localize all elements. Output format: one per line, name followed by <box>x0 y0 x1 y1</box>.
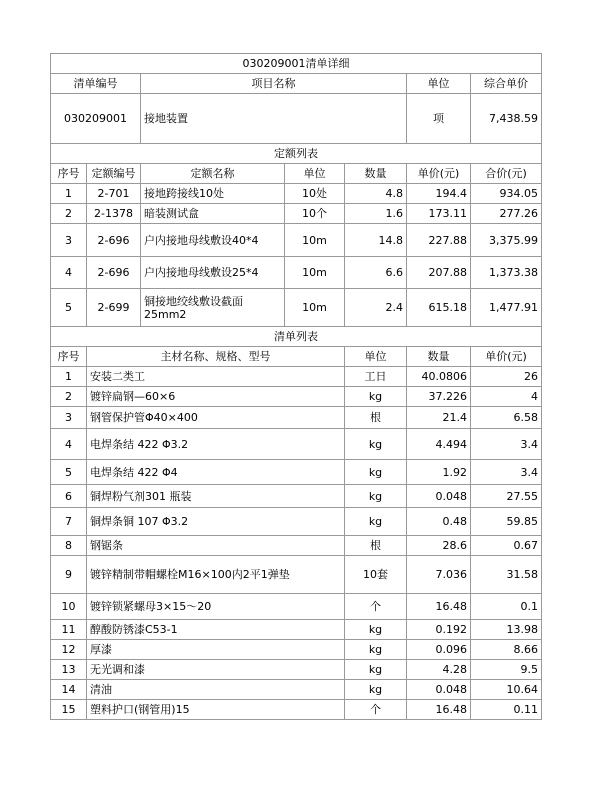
materials-row <box>51 387 542 407</box>
materials-cell: 31.58 <box>471 556 542 594</box>
quota-cell: 2 <box>51 204 87 224</box>
materials-cell: 10 <box>51 594 87 620</box>
materials-row <box>51 620 542 640</box>
materials-cell: 14 <box>51 680 87 700</box>
materials-col-header: 序号 <box>51 347 87 367</box>
quota-col-header: 数量 <box>345 164 407 184</box>
materials-row <box>51 680 542 700</box>
materials-row <box>51 536 542 556</box>
materials-cell: 0.48 <box>407 508 471 536</box>
materials-cell: 3.4 <box>471 460 542 485</box>
materials-cell: 10.64 <box>471 680 542 700</box>
quota-cell: 2-696 <box>87 257 141 289</box>
materials-cell: 根 <box>345 536 407 556</box>
quota-header-row <box>51 164 542 184</box>
materials-row <box>51 485 542 508</box>
materials-cell: 厚漆 <box>87 640 345 660</box>
quota-cell: 1,373.38 <box>471 257 542 289</box>
materials-cell: 26 <box>471 367 542 387</box>
materials-cell: 钢锯条 <box>87 536 345 556</box>
materials-cell: 12 <box>51 640 87 660</box>
quota-cell: 10m <box>285 224 345 257</box>
quota-cell: 3 <box>51 224 87 257</box>
quota-cell: 207.88 <box>407 257 471 289</box>
materials-cell: 0.192 <box>407 620 471 640</box>
materials-cell: 4 <box>51 429 87 460</box>
materials-cell: 59.85 <box>471 508 542 536</box>
materials-cell: 16.48 <box>407 594 471 620</box>
quota-cell: 1.6 <box>345 204 407 224</box>
materials-cell: 铜焊粉气剂301 瓶装 <box>87 485 345 508</box>
quota-row <box>51 257 542 289</box>
quota-cell: 暗装测试盒 <box>141 204 285 224</box>
quota-cell: 10处 <box>285 184 345 204</box>
quota-cell: 3,375.99 <box>471 224 542 257</box>
materials-cell: 个 <box>345 700 407 720</box>
quota-cell: 铜接地绞线敷设截面25mm2 <box>141 289 285 327</box>
materials-cell: 0.1 <box>471 594 542 620</box>
materials-cell: 13.98 <box>471 620 542 640</box>
header-unit-label: 单位 <box>407 74 471 94</box>
quota-cell: 4.8 <box>345 184 407 204</box>
quota-cell: 6.6 <box>345 257 407 289</box>
quota-cell: 2.4 <box>345 289 407 327</box>
materials-cell: kg <box>345 429 407 460</box>
materials-cell: 2 <box>51 387 87 407</box>
quota-col-header: 合价(元) <box>471 164 542 184</box>
quota-cell: 1,477.91 <box>471 289 542 327</box>
materials-cell: 4.28 <box>407 660 471 680</box>
materials-cell: 7.036 <box>407 556 471 594</box>
materials-cell: 电焊条结 422 Φ4 <box>87 460 345 485</box>
materials-cell: 1 <box>51 367 87 387</box>
quota-cell: 615.18 <box>407 289 471 327</box>
materials-cell: 安装二类工 <box>87 367 345 387</box>
quota-cell: 14.8 <box>345 224 407 257</box>
materials-cell: 电焊条结 422 Φ3.2 <box>87 429 345 460</box>
materials-col-header: 数量 <box>407 347 471 367</box>
quota-col-header: 定额名称 <box>141 164 285 184</box>
materials-cell: 10套 <box>345 556 407 594</box>
quota-cell: 2-699 <box>87 289 141 327</box>
quota-cell: 接地跨接线10处 <box>141 184 285 204</box>
materials-cell: kg <box>345 485 407 508</box>
materials-cell: 镀锌锁紧螺母3×15～20 <box>87 594 345 620</box>
materials-row <box>51 660 542 680</box>
materials-col-header: 单位 <box>345 347 407 367</box>
header-price-label: 综合单价 <box>471 74 542 94</box>
materials-cell: 根 <box>345 407 407 429</box>
materials-cell: 8.66 <box>471 640 542 660</box>
materials-cell: 5 <box>51 460 87 485</box>
materials-row <box>51 640 542 660</box>
bill-name: 接地装置 <box>141 94 407 144</box>
materials-cell: 3 <box>51 407 87 429</box>
materials-cell: 1.92 <box>407 460 471 485</box>
materials-row <box>51 700 542 720</box>
materials-row <box>51 460 542 485</box>
materials-cell: 16.48 <box>407 700 471 720</box>
quota-cell: 10m <box>285 289 345 327</box>
materials-cell: 37.226 <box>407 387 471 407</box>
materials-cell: kg <box>345 640 407 660</box>
materials-row <box>51 594 542 620</box>
materials-cell: 4.494 <box>407 429 471 460</box>
materials-cell: 15 <box>51 700 87 720</box>
materials-cell: kg <box>345 660 407 680</box>
materials-row <box>51 407 542 429</box>
quota-cell: 194.4 <box>407 184 471 204</box>
materials-cell: 0.048 <box>407 680 471 700</box>
quota-cell: 277.26 <box>471 204 542 224</box>
materials-cell: 0.67 <box>471 536 542 556</box>
quota-col-header: 单价(元) <box>407 164 471 184</box>
materials-cell: 镀锌精制带帽螺栓M16×100内2平1弹垫 <box>87 556 345 594</box>
materials-cell: 11 <box>51 620 87 640</box>
materials-row <box>51 556 542 594</box>
quota-cell: 1 <box>51 184 87 204</box>
materials-cell: 13 <box>51 660 87 680</box>
bill-title: 030209001清单详细 <box>51 54 542 74</box>
materials-cell: 28.6 <box>407 536 471 556</box>
quota-row <box>51 224 542 257</box>
bill-code: 030209001 <box>51 94 141 144</box>
quota-cell: 户内接地母线敷设40*4 <box>141 224 285 257</box>
materials-cell: kg <box>345 680 407 700</box>
materials-cell: 9 <box>51 556 87 594</box>
quota-cell: 2-701 <box>87 184 141 204</box>
materials-section-title: 清单列表 <box>51 327 542 347</box>
materials-cell: 钢管保护管Φ40×400 <box>87 407 345 429</box>
materials-cell: 镀锌扁钢—60×6 <box>87 387 345 407</box>
materials-col-header: 单价(元) <box>471 347 542 367</box>
materials-cell: 工日 <box>345 367 407 387</box>
materials-cell: kg <box>345 620 407 640</box>
quota-cell: 4 <box>51 257 87 289</box>
materials-cell: 9.5 <box>471 660 542 680</box>
bill-detail-table <box>50 53 542 720</box>
materials-cell: 6 <box>51 485 87 508</box>
materials-cell: 0.048 <box>407 485 471 508</box>
materials-cell: 塑料护口(钢管用)15 <box>87 700 345 720</box>
materials-cell: 4 <box>471 387 542 407</box>
materials-cell: 清油 <box>87 680 345 700</box>
materials-cell: 40.0806 <box>407 367 471 387</box>
materials-row <box>51 508 542 536</box>
quota-row <box>51 204 542 224</box>
materials-cell: 8 <box>51 536 87 556</box>
quota-cell: 5 <box>51 289 87 327</box>
materials-cell: kg <box>345 387 407 407</box>
materials-cell: 个 <box>345 594 407 620</box>
quota-cell: 173.11 <box>407 204 471 224</box>
materials-cell: kg <box>345 460 407 485</box>
materials-row <box>51 367 542 387</box>
materials-col-header: 主材名称、规格、型号 <box>87 347 345 367</box>
materials-cell: 7 <box>51 508 87 536</box>
quota-col-header: 单位 <box>285 164 345 184</box>
materials-cell: 铜焊条铜 107 Φ3.2 <box>87 508 345 536</box>
quota-cell: 10个 <box>285 204 345 224</box>
quota-cell: 2-1378 <box>87 204 141 224</box>
header-code-label: 清单编号 <box>51 74 141 94</box>
materials-cell: 6.58 <box>471 407 542 429</box>
bill-unit: 项 <box>407 94 471 144</box>
materials-cell: 27.55 <box>471 485 542 508</box>
quota-row <box>51 289 542 327</box>
materials-cell: 3.4 <box>471 429 542 460</box>
materials-cell: 21.4 <box>407 407 471 429</box>
quota-cell: 227.88 <box>407 224 471 257</box>
materials-row <box>51 429 542 460</box>
materials-cell: 无光调和漆 <box>87 660 345 680</box>
quota-section-title: 定额列表 <box>51 144 542 164</box>
header-name-label: 项目名称 <box>141 74 407 94</box>
materials-cell: 0.11 <box>471 700 542 720</box>
quota-cell: 934.05 <box>471 184 542 204</box>
materials-header-row <box>51 347 542 367</box>
materials-cell: kg <box>345 508 407 536</box>
quota-row <box>51 184 542 204</box>
quota-cell: 10m <box>285 257 345 289</box>
materials-cell: 0.096 <box>407 640 471 660</box>
materials-cell: 醇酸防锈漆C53-1 <box>87 620 345 640</box>
quota-cell: 户内接地母线敷设25*4 <box>141 257 285 289</box>
quota-col-header: 序号 <box>51 164 87 184</box>
bill-price: 7,438.59 <box>471 94 542 144</box>
quota-cell: 2-696 <box>87 224 141 257</box>
quota-col-header: 定额编号 <box>87 164 141 184</box>
